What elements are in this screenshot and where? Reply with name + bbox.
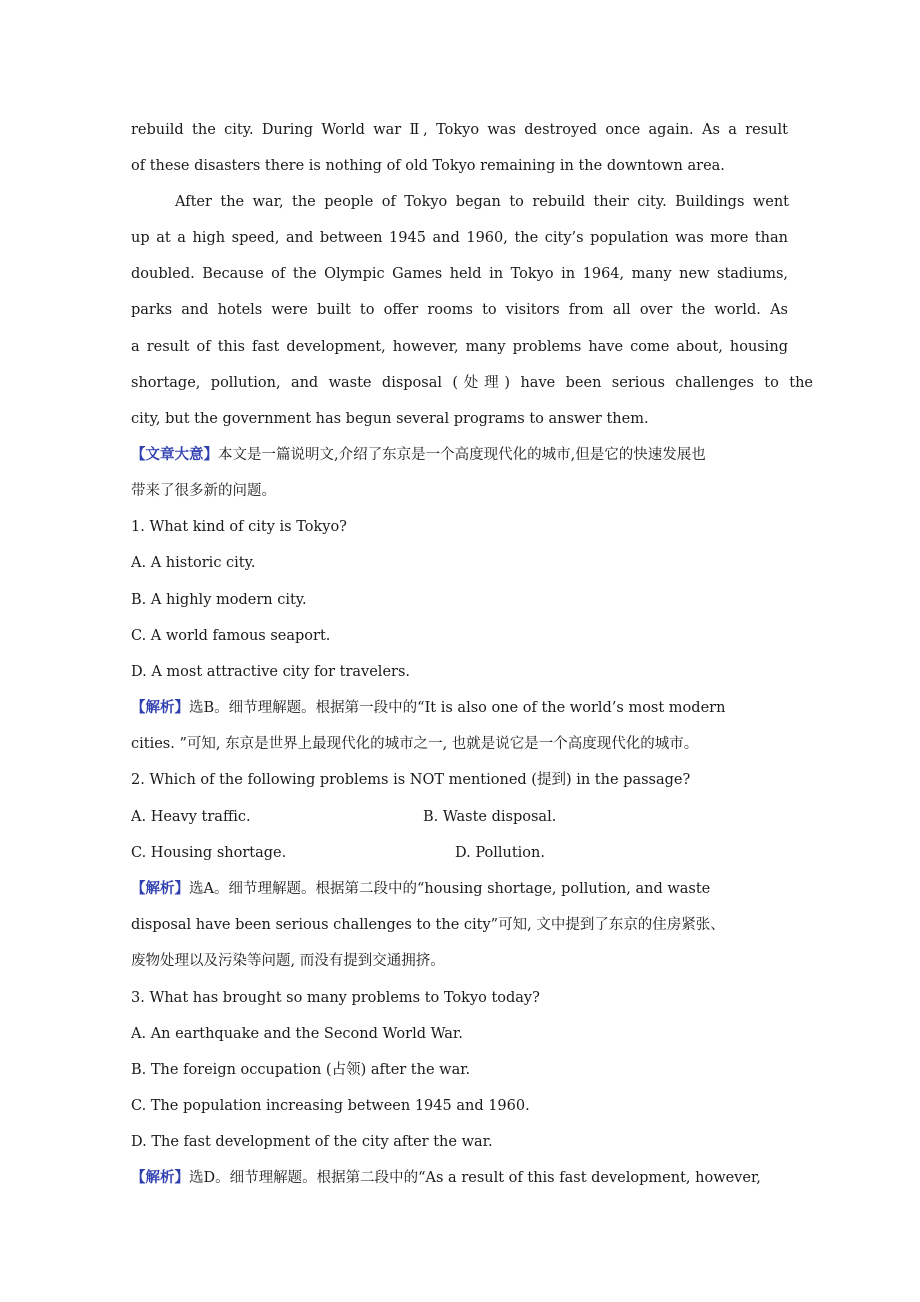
question-option: C. The population increasing between 1945 and 1960. (131, 1098, 530, 1114)
passage-line: city, but the government has begun several programs to answer them. (131, 411, 649, 427)
passage-line: of these disasters there is nothing of old Tokyo remaining in the downtown area. (131, 158, 725, 174)
question-stem: 1. What kind of city is Tokyo? (131, 519, 347, 535)
question-option: A. A historic city. (131, 555, 256, 571)
analysis-line: disposal have been serious challenges to the city”可知, 文中提到了东京的住房紧张、 (131, 917, 725, 933)
analysis-line: cities. ”可知, 东京是世界上最现代化的城市之一, 也就是说它是一个高度现代化的城市。 (131, 736, 699, 752)
analysis-tag: 【解析】 (131, 1169, 189, 1186)
question-option: B. A highly modern city. (131, 592, 307, 608)
analysis-line (131, 698, 821, 718)
question-option: D. A most attractive city for travelers. (131, 664, 411, 680)
analysis-tag: 【解析】 (131, 880, 189, 897)
passage-line: After the war, the people of Tokyo began to rebuild their city. Buildings went (175, 194, 789, 210)
analysis-line: 废物处理以及污染等问题, 而没有提到交通拥挤。 (131, 953, 445, 969)
analysis-line (131, 879, 821, 899)
passage-line: parks and hotels were built to offer rooms to visitors from all over the world. As (131, 302, 788, 318)
analysis-text: 选D。细节理解题。根据第二段中的“As a result of this fast development, however, (189, 1170, 761, 1186)
summary-tag: 【文章大意】 (131, 446, 218, 463)
analysis-line (131, 1168, 821, 1188)
passage-line: shortage, pollution, and waste disposal (处理) have been serious challenges to the (131, 375, 813, 391)
passage-line: doubled. Because of the Olympic Games held in Tokyo in 1964, many new stadiums, (131, 266, 788, 282)
question-option: C. A world famous seaport. (131, 628, 331, 644)
summary-line: 带来了很多新的问题。 (131, 483, 276, 499)
question-option: D. Pollution. (455, 845, 545, 861)
passage-line: rebuild the city. During World war Ⅱ, Tokyo was destroyed once again. As a result (131, 122, 788, 138)
summary-line (131, 445, 821, 465)
question-option: A. An earthquake and the Second World War. (131, 1026, 463, 1042)
passage-line: a result of this fast development, however, many problems have come about, housing (131, 339, 788, 355)
analysis-text: 选B。细节理解题。根据第一段中的“It is also one of the world’s most modern (189, 700, 726, 716)
question-option: B. Waste disposal. (423, 809, 557, 825)
analysis-tag: 【解析】 (131, 699, 189, 716)
passage-line: up at a high speed, and between 1945 and 1960, the city’s population was more than (131, 230, 788, 246)
question-option-row (131, 843, 821, 863)
question-stem: 2. Which of the following problems is NOT mentioned (提到) in the passage? (131, 772, 691, 788)
analysis-text: 选A。细节理解题。根据第二段中的“housing shortage, pollution, and waste (189, 881, 711, 897)
question-option: D. The fast development of the city after the war. (131, 1134, 493, 1150)
question-option: C. Housing shortage. (131, 845, 287, 861)
summary-text: 本文是一篇说明文,介绍了东京是一个高度现代化的城市,但是它的快速发展也 (218, 447, 706, 463)
question-option: B. The foreign occupation (占领) after the war. (131, 1062, 471, 1078)
question-option-row (131, 807, 821, 827)
question-stem: 3. What has brought so many problems to Tokyo today? (131, 990, 540, 1006)
question-option: A. Heavy traffic. (131, 809, 251, 825)
